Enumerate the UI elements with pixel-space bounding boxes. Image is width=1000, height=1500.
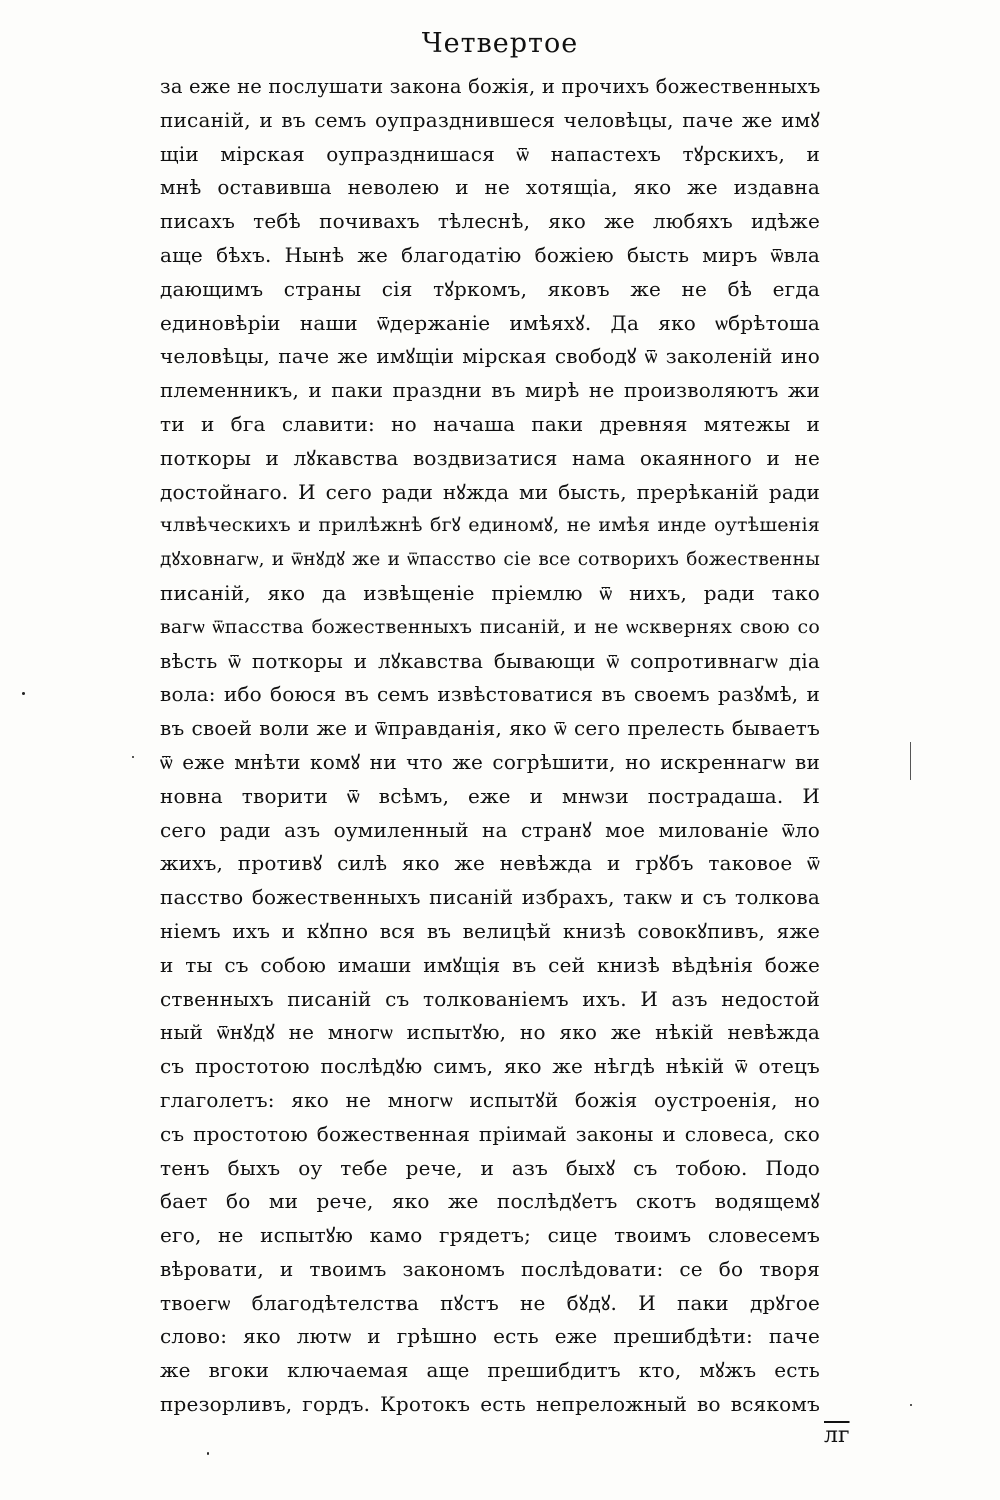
- text-line: аще бѣхъ. Нынѣ же благодатію божіею бысть миръ ѿвла: [160, 242, 820, 267]
- text-line: его, не испытꙋю камо грядетъ; сице твоимъ словесемъ: [160, 1223, 820, 1248]
- text-line: за еже не послушати закона божія, и прочихъ божественныхъ: [160, 75, 820, 98]
- text-line: съ простотою послѣдꙋю симъ, яко же нѣгдѣ нѣкій ѿ отецъ: [160, 1054, 820, 1079]
- text-line: съ простотою божественная пріимай законы и словеса, ско: [160, 1121, 820, 1146]
- text-line: вѣсть ѿ поткоры и лꙋкавства бывающи ѿ сопротивнагѡ діа: [160, 648, 820, 673]
- text-line: поткоры и лꙋкавства воздвизатися нама окаянного и не: [160, 445, 820, 470]
- text-line: жихъ, противꙋ силѣ яко же невѣжда и грꙋбъ таковое ѿ: [160, 851, 820, 876]
- text-line: же вгоки ключаемая аще прешибдитъ кто, мꙋжъ есть: [160, 1358, 820, 1383]
- text-line: вола: ибо боюся въ семъ извѣстоватися въ своемъ разꙋмѣ, и: [160, 682, 820, 707]
- scan-mark: [910, 742, 911, 780]
- page-number: лг: [824, 1423, 850, 1448]
- text-line: и ты съ собою имаши имꙋщія въ сей книзѣ вѣдѣнія боже: [160, 952, 820, 977]
- text-line: тенъ быхъ оу тебе рече, и азъ быхꙋ съ тобою. Подо: [160, 1155, 820, 1180]
- main-text: [160, 70, 820, 1422]
- text-line: человѣцы, паче же имꙋщіи мірская свободꙋ ѿ заколеній ино: [160, 344, 820, 369]
- scan-speck: [910, 1404, 912, 1406]
- text-line: ный ѿнꙋдꙋ не многѡ испытꙋю, но яко же нѣкій невѣжда: [160, 1020, 820, 1045]
- text-line: щіи мірская оупразднишася ѿ напастехъ тꙋрскихъ, и: [160, 141, 820, 166]
- text-line: въ своей воли же и ѿправданія, яко ѿ сего прелесть бываетъ: [160, 716, 820, 741]
- text-line: члвѣческихъ и прилѣжнѣ бгꙋ единомꙋ, не имѣя инде оутѣшенія: [160, 514, 820, 537]
- scan-speck: [207, 1452, 209, 1455]
- text-line: писахъ тебѣ почивахъ тѣлеснѣ, яко же любяхъ идѣже: [160, 209, 820, 234]
- text-line: слово: яко лютѡ и грѣшно есть еже прешибдѣти: паче: [160, 1324, 820, 1349]
- scan-speck: [132, 756, 134, 758]
- text-line: бает бо ми рече, яко же послѣдꙋетъ скотъ водящемꙋ: [160, 1189, 820, 1214]
- text-line: дꙋховнагѡ, и ѿнꙋдꙋ же и ѿпасство сіе все сотворихъ божественны: [160, 549, 820, 571]
- text-line: вѣровати, и твоимъ закономъ послѣдовати: се бо творя: [160, 1256, 820, 1281]
- text-line: ѿ еже мнѣти комꙋ ни что же согрѣшити, но искреннагѡ ви: [160, 749, 820, 774]
- running-head: Четвертое: [421, 28, 579, 59]
- text-line: единовѣріи наши ѿдержаніе имѣяхꙋ. Да яко ѡбрѣтоша: [160, 310, 820, 335]
- text-line: вагѡ ѿпасства божественныхъ писаній, и не ѡсквернях свою со: [160, 615, 820, 638]
- text-line: ственныхъ писаній съ толкованіемъ ихъ. И азъ недостой: [160, 986, 820, 1011]
- text-line: ти и бга славити: но начаша паки древняя мятежы и: [160, 411, 820, 436]
- scan-speck: [22, 692, 25, 695]
- text-line: твоегѡ благодѣтелства пꙋстъ не бꙋдꙋ. И паки дрꙋгое: [160, 1290, 820, 1315]
- text-line: глаголетъ: яко не многѡ испытꙋй божія оустроенія, но: [160, 1087, 820, 1112]
- text-line: достойнаго. И сего ради нꙋжда ми бысть, прерѣканій ради: [160, 479, 820, 504]
- text-line: презорливъ, гордъ. Кротокъ есть непреложный во всякомъ: [160, 1392, 820, 1417]
- text-line: сего ради азъ оумиленный на странꙋ мое милованіе ѿло: [160, 817, 820, 842]
- text-line: писаній, и въ семъ оупразднившеся человѣцы, паче же имꙋ: [160, 107, 820, 132]
- text-line: племенникъ, и паки праздни въ мирѣ не произволяютъ жи: [160, 378, 820, 403]
- text-line: пасство божественныхъ писаній избрахъ, такѡ и съ толкова: [160, 885, 820, 910]
- text-line: новна творити ѿ всѣмъ, еже и мнѡзи пострадаша. И: [160, 783, 820, 808]
- text-line: ніемъ ихъ и кꙋпно вся въ велицѣй книзѣ совокꙋпивъ, яже: [160, 918, 820, 943]
- text-line: мнѣ оставивша неволею и не хотящіа, яко же издавна: [160, 175, 820, 200]
- text-line: писаній, яко да извѣщеніе пріемлю ѿ нихъ, ради тако: [160, 580, 820, 605]
- text-line: дающимъ страны сія тꙋркомъ, яковъ же не бѣ егда: [160, 276, 820, 301]
